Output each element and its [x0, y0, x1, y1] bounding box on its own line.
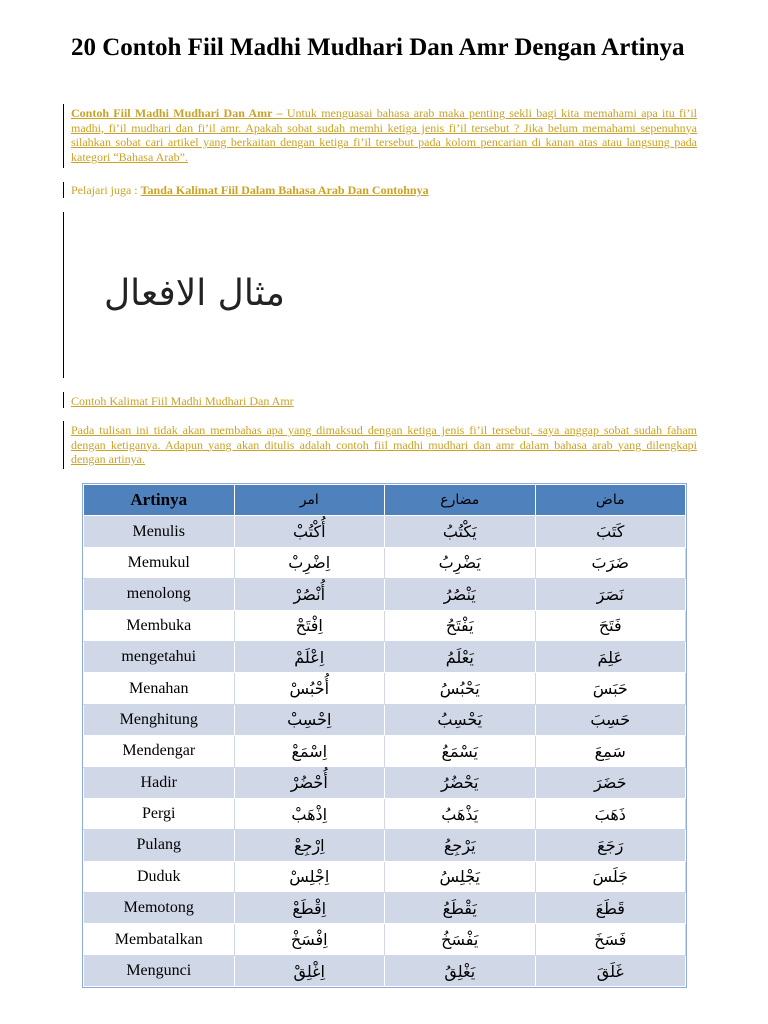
cell-artinya: Menghitung	[84, 704, 235, 735]
header-madhi: ماض	[535, 485, 686, 516]
cell-artinya: Menulis	[84, 516, 235, 547]
cell-artinya: Memotong	[84, 893, 235, 924]
header-amr: امر	[234, 485, 385, 516]
cell-madhi: سَمِعَ	[535, 736, 686, 767]
intro-paragraph	[71, 106, 697, 164]
cell-madhi: رَجَعَ	[535, 830, 686, 861]
cell-madhi: جَلَسَ	[535, 861, 686, 892]
cell-amr: اِرْجِعْ	[234, 830, 385, 861]
cell-mudhari: يَحْضُرُ	[385, 767, 536, 798]
cell-artinya: Memukul	[84, 547, 235, 578]
cell-artinya: mengetahui	[84, 641, 235, 672]
cell-artinya: Menahan	[84, 673, 235, 704]
cell-mudhari: يَذْهَبُ	[385, 798, 536, 829]
related-prefix: Pelajari juga :	[71, 183, 141, 197]
cell-artinya: Pergi	[84, 798, 235, 829]
intro-text: Untuk menguasai bahasa arab maka penting sekli bagi kita memahami apa itu fi’il madhi, fi’il mudhari dan fi’il amr. Apakah sobat sudah memhi ketiga jenis fi’il tersebut ? Jika belum memahami sepenuhnya silahkan sobat cari artikel yang berkaitan dengan ketiga fi’il tersebut pada kolom pencarian di kanan atas atau langsung pada kategori “Bahasa Arab”.	[71, 106, 697, 164]
header-artinya: Artinya	[84, 485, 235, 516]
table-row	[84, 641, 686, 672]
cell-artinya: menolong	[84, 579, 235, 610]
verb-table	[83, 484, 686, 987]
cell-mudhari: يَحْبُسُ	[385, 673, 536, 704]
cell-amr: اِفْتَحْ	[234, 610, 385, 641]
body-text: Pada tulisan ini tidak akan membahas apa yang dimaksud dengan ketiga jenis fi’il tersebut, saya anggap sobat sudah faham dengan ketiganya. Adapun yang akan ditulis adalah contoh fiil madhi mudhari dan amr dalam bahasa arab yang dilengkapi dengan artinya.	[71, 423, 697, 467]
paragraph-marker	[63, 421, 64, 469]
table-row	[84, 547, 686, 578]
cell-mudhari: يَحْسِبُ	[385, 704, 536, 735]
cell-madhi: قَطَعَ	[535, 893, 686, 924]
cell-madhi: حَسِبَ	[535, 704, 686, 735]
cell-madhi: فَتَحَ	[535, 610, 686, 641]
table-row	[84, 861, 686, 892]
cell-artinya: Hadir	[84, 767, 235, 798]
paragraph-marker	[63, 182, 64, 198]
cell-amr: اِعْلَمْ	[234, 641, 385, 672]
page-title: 20 Contoh Fiil Madhi Mudhari Dan Amr Dengan Artinya	[71, 34, 685, 61]
cell-mudhari: يَجْلِسُ	[385, 861, 536, 892]
cell-mudhari: يَعْلَمُ	[385, 641, 536, 672]
table-row	[84, 955, 686, 986]
related-article-link-2[interactable]: Contoh Kalimat Fiil Madhi Mudhari Dan Amr	[71, 394, 294, 408]
cell-madhi: فَسَخَ	[535, 924, 686, 955]
cell-madhi: غَلَقَ	[535, 955, 686, 986]
cell-madhi: كَتَبَ	[535, 516, 686, 547]
paragraph-marker	[63, 392, 64, 408]
cell-amr: اِقْطَعْ	[234, 893, 385, 924]
cell-artinya: Membuka	[84, 610, 235, 641]
table-row	[84, 893, 686, 924]
cell-mudhari: يَغْلِقُ	[385, 955, 536, 986]
intro-article-link[interactable]: Contoh Fiil Madhi Mudhari Dan Amr –	[71, 106, 283, 120]
table-row	[84, 673, 686, 704]
cell-amr: اِسْمَعْ	[234, 736, 385, 767]
cell-mudhari: يَضْرِبُ	[385, 547, 536, 578]
cell-amr: اِضْرِبْ	[234, 547, 385, 578]
header-mudhari: مضارع	[385, 485, 536, 516]
table-row	[84, 924, 686, 955]
cell-amr: أُكْتُبْ	[234, 516, 385, 547]
table-row	[84, 579, 686, 610]
table-row	[84, 767, 686, 798]
cell-madhi: حَبَسَ	[535, 673, 686, 704]
cell-artinya: Pulang	[84, 830, 235, 861]
table-header-row	[84, 485, 686, 516]
cell-mudhari: يَرْجِعُ	[385, 830, 536, 861]
cell-amr: اِغْلِقْ	[234, 955, 385, 986]
cell-amr: أُنْصُرْ	[234, 579, 385, 610]
cell-madhi: نَصَرَ	[535, 579, 686, 610]
cell-mudhari: يَكْتُبُ	[385, 516, 536, 547]
body-paragraph	[71, 423, 697, 467]
table-row	[84, 516, 686, 547]
cell-amr: اِحْسِبْ	[234, 704, 385, 735]
cell-mudhari: يَفْسَخُ	[385, 924, 536, 955]
cell-artinya: Duduk	[84, 861, 235, 892]
cell-amr: أُحْبُسْ	[234, 673, 385, 704]
related-article-link-1[interactable]: Tanda Kalimat Fiil Dalam Bahasa Arab Dan Contohnya	[140, 183, 429, 197]
paragraph-marker	[63, 104, 64, 168]
cell-mudhari: يَفْتَحُ	[385, 610, 536, 641]
cell-madhi: ضَرَبَ	[535, 547, 686, 578]
cell-artinya: Membatalkan	[84, 924, 235, 955]
cell-amr: اِجْلِسْ	[234, 861, 385, 892]
table-row	[84, 830, 686, 861]
cell-madhi: عَلِمَ	[535, 641, 686, 672]
cell-amr: أُحْضُرْ	[234, 767, 385, 798]
table-row	[84, 704, 686, 735]
table-row	[84, 610, 686, 641]
cell-artinya: Mendengar	[84, 736, 235, 767]
related-article-1	[71, 183, 697, 198]
cell-madhi: ذَهَبَ	[535, 798, 686, 829]
cell-mudhari: يَنْصُرُ	[385, 579, 536, 610]
table-row	[84, 736, 686, 767]
table-row	[84, 798, 686, 829]
cell-mudhari: يَسْمَعُ	[385, 736, 536, 767]
image-marker	[63, 212, 64, 378]
cell-madhi: حَضَرَ	[535, 767, 686, 798]
cell-mudhari: يَقْطَعُ	[385, 893, 536, 924]
cell-amr: اِذْهَبْ	[234, 798, 385, 829]
related-article-2	[71, 394, 697, 409]
cell-artinya: Mengunci	[84, 955, 235, 986]
arabic-title-image: مثال الافعال	[104, 273, 285, 314]
cell-amr: اِفْسَخْ	[234, 924, 385, 955]
